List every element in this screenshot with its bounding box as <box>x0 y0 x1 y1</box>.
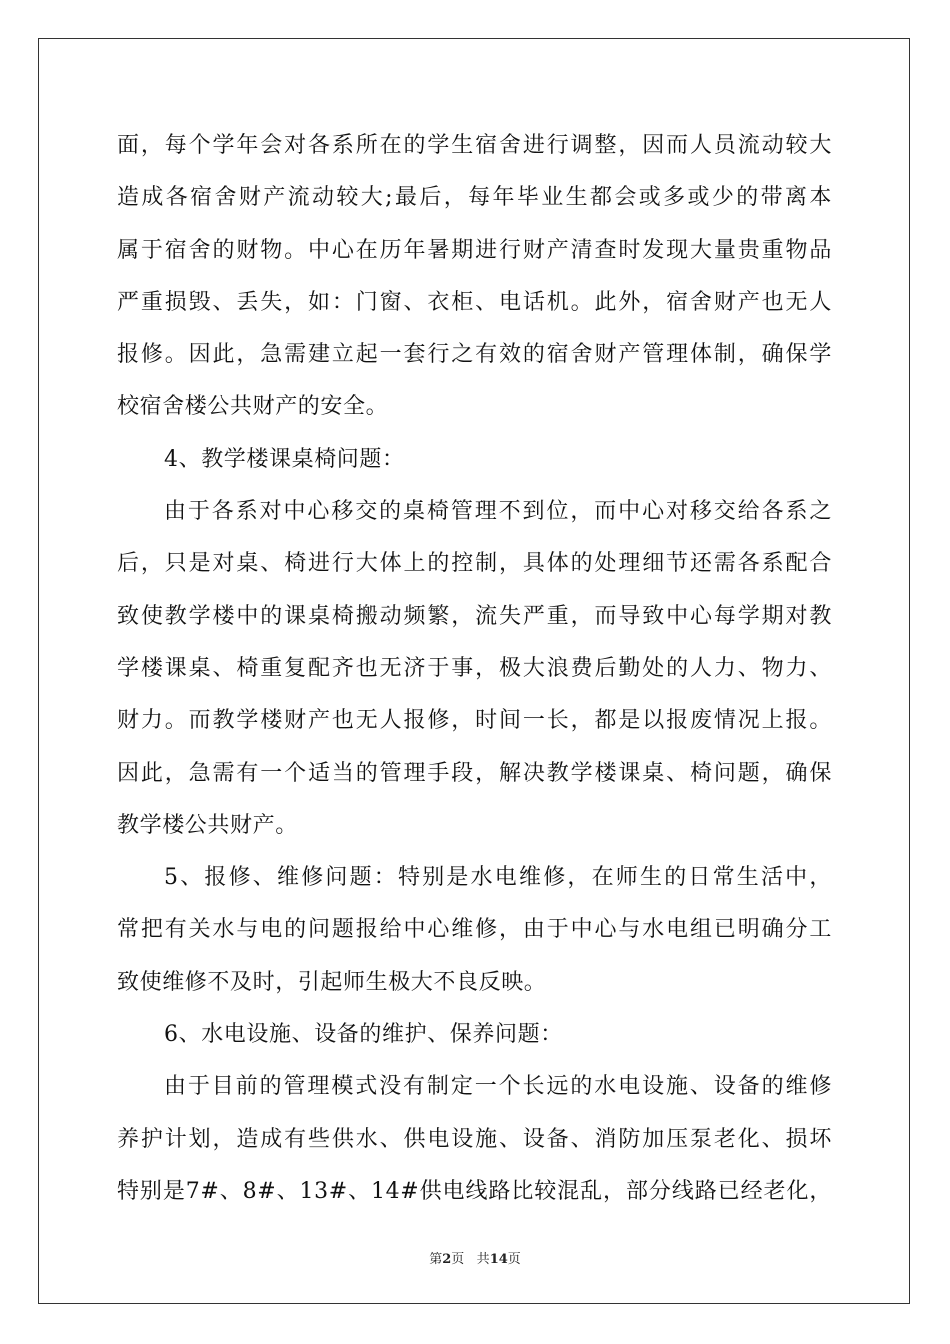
text-line: 造成各宿舍财产流动较大;最后，每年毕业生都会或多或少的带离本 <box>117 185 832 211</box>
section-heading-6: 6、水电设施、设备的维护、保养问题： <box>164 1022 563 1048</box>
total-label-prefix: 共 <box>476 1252 490 1267</box>
page-number: 2 <box>442 1252 452 1267</box>
text-line: 因此，急需有一个适当的管理手段，解决教学楼课桌、椅问题，确保 <box>117 760 832 786</box>
text-line: 财力。而教学楼财产也无人报修，时间一长，都是以报废情况上报。 <box>117 708 832 734</box>
document-body <box>117 126 832 1224</box>
section-heading-5: 5、报修、维修问题：特别是水电维修，在师生的日常生活中， <box>164 865 832 891</box>
text-line: 属于宿舍的财物。中心在历年暑期进行财产清查时发现大量贵重物品 <box>117 237 832 263</box>
section-heading-4: 4、教学楼课桌椅问题： <box>164 446 405 472</box>
page-label-prefix: 第 <box>429 1252 443 1267</box>
text-line: 致使维修不及时，引起师生极大不良反映。 <box>117 969 547 995</box>
page-label-suffix: 页 <box>451 1252 465 1267</box>
text-line: 面，每个学年会对各系所在的学生宿舍进行调整，因而人员流动较大 <box>117 133 832 158</box>
text-line: 学楼课桌、椅重复配齐也无济于事，极大浪费后勤处的人力、物力、 <box>117 655 832 681</box>
text-line: 校宿舍楼公共财产的安全。 <box>117 394 389 420</box>
text-line: 特别是7#、8#、13#、14#供电线路比较混乱，部分线路已经老化， <box>117 1178 832 1204</box>
text-line: 严重损毁、丢失，如：门窗、衣柜、电话机。此外，宿舍财产也无人 <box>117 289 832 315</box>
text-line: 报修。因此，急需建立起一套行之有效的宿舍财产管理体制，确保学 <box>117 342 832 368</box>
total-label-suffix: 页 <box>507 1252 521 1267</box>
text-line: 由于目前的管理模式没有制定一个长远的水电设施、设备的维修 <box>164 1074 832 1100</box>
text-line: 后，只是对桌、椅进行大体上的控制，具体的处理细节还需各系配合 <box>117 551 832 577</box>
total-pages: 14 <box>489 1252 508 1267</box>
text-line: 常把有关水与电的问题报给中心维修，由于中心与水电组已明确分工 <box>117 917 832 943</box>
text-line: 致使教学楼中的课桌椅搬动频繁，流失严重，而导致中心每学期对教 <box>117 603 832 629</box>
text-line: 教学楼公共财产。 <box>117 812 298 838</box>
page-footer <box>0 1248 950 1267</box>
text-line: 由于各系对中心移交的桌椅管理不到位，而中心对移交给各系之 <box>164 499 832 525</box>
text-line: 养护计划，造成有些供水、供电设施、设备、消防加压泵老化、损坏 <box>117 1126 832 1152</box>
